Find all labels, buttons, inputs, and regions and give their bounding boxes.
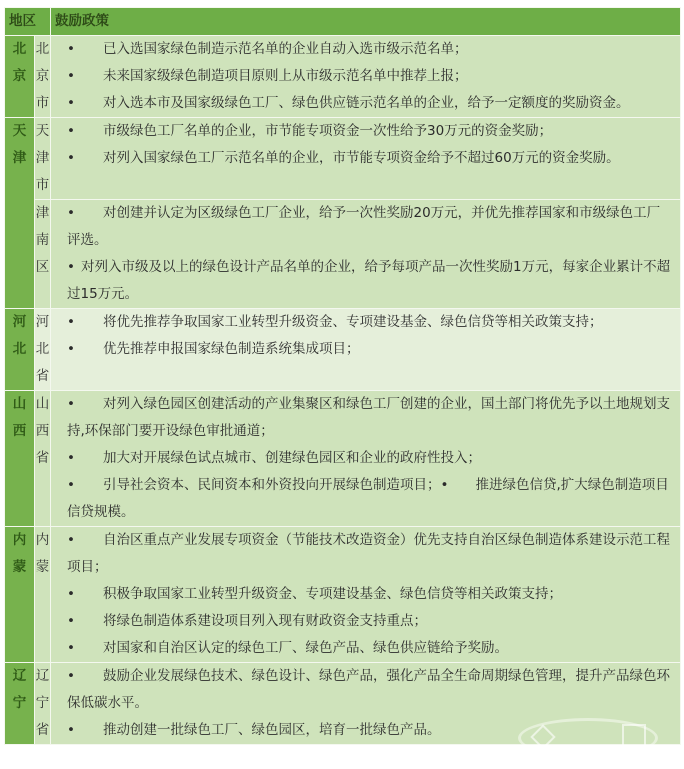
bullet-icon: • bbox=[67, 314, 75, 330]
policy-item bbox=[67, 63, 672, 90]
policy-text: 引导社会资本、民间资本和外资投向开展绿色制造项目；• 推进绿色信贷,扩大绿色制造项目信贷规模。 bbox=[67, 477, 669, 520]
policy-text: 自治区重点产业发展专项资金（节能技术改造资金）优先支持自治区绿色制造体系建设示范工程项目； bbox=[67, 532, 670, 575]
bullet-icon: • bbox=[67, 450, 75, 466]
table-row bbox=[5, 309, 681, 391]
city-cell bbox=[35, 118, 51, 200]
bullet-icon: • bbox=[67, 532, 75, 548]
city-cell bbox=[35, 200, 51, 309]
city-cell bbox=[35, 527, 51, 663]
city-cell bbox=[35, 391, 51, 527]
policy-item bbox=[67, 145, 672, 172]
policy-item bbox=[67, 527, 672, 581]
table-row bbox=[5, 118, 681, 200]
policy-text: 已入选国家绿色制造示范名单的企业自动入选市级示范名单； bbox=[103, 41, 468, 57]
city-name: 北京市 bbox=[35, 41, 50, 111]
city-name: 内蒙 bbox=[35, 532, 50, 575]
province-cell bbox=[5, 309, 35, 391]
province-name: 山西 bbox=[12, 396, 27, 439]
table-header-row bbox=[5, 8, 681, 36]
policy-text: 推动创建一批绿色工厂、绿色园区，培育一批绿色产品。 bbox=[103, 722, 441, 738]
bullet-icon: • bbox=[67, 68, 75, 84]
policy-item bbox=[67, 90, 672, 117]
policy-text: 加大对开展绿色试点城市、创建绿色园区和企业的政府性投入； bbox=[103, 450, 481, 466]
table-row bbox=[5, 663, 681, 745]
header-policy: 鼓励政策 bbox=[51, 8, 681, 36]
policy-item bbox=[67, 472, 672, 526]
policy-cell bbox=[51, 663, 681, 745]
bullet-icon: • bbox=[67, 613, 75, 629]
policy-text: 积极争取国家工业转型升级资金、专项建设基金、绿色信贷等相关政策支持； bbox=[103, 586, 562, 602]
province-name: 辽宁 bbox=[12, 668, 27, 711]
province-cell bbox=[5, 36, 35, 118]
city-cell bbox=[35, 309, 51, 391]
policy-text: 将绿色制造体系建设项目列入现有财政资金支持重点； bbox=[103, 613, 427, 629]
table-body bbox=[5, 36, 681, 745]
bullet-icon: • bbox=[67, 341, 75, 357]
policy-cell bbox=[51, 527, 681, 663]
table-row bbox=[5, 391, 681, 527]
bullet-icon: • bbox=[67, 41, 75, 57]
city-name: 津南区 bbox=[35, 205, 50, 275]
table-row bbox=[5, 200, 681, 309]
table-row bbox=[5, 527, 681, 663]
policy-item bbox=[67, 309, 672, 336]
policy-text: 优先推荐申报国家绿色制造系统集成项目； bbox=[103, 341, 360, 357]
province-name: 河北 bbox=[12, 314, 27, 357]
bullet-icon: • bbox=[67, 396, 75, 412]
policy-item bbox=[67, 200, 672, 254]
header-region: 地区 bbox=[5, 8, 51, 36]
city-name: 天津市 bbox=[35, 123, 50, 193]
policy-item bbox=[67, 254, 672, 308]
city-name: 河北省 bbox=[35, 314, 50, 384]
bullet-icon: • bbox=[67, 259, 75, 275]
province-name: 天津 bbox=[12, 123, 27, 166]
bullet-icon: • bbox=[67, 722, 75, 738]
province-cell bbox=[5, 118, 35, 309]
province-name: 北京 bbox=[12, 41, 27, 84]
policy-text: 对列入绿色园区创建活动的产业集聚区和绿色工厂创建的企业，国土部门将优先予以土地规划支持,环保部门要开设绿色审批通道； bbox=[67, 396, 670, 439]
city-cell bbox=[35, 36, 51, 118]
policy-text: 对列入国家绿色工厂示范名单的企业，市节能专项资金给予不超过60万元的资金奖励。 bbox=[103, 150, 620, 166]
green-manufacturing-policy-table bbox=[4, 7, 681, 745]
policy-item bbox=[67, 391, 672, 445]
policy-cell bbox=[51, 36, 681, 118]
bullet-icon: • bbox=[67, 205, 75, 221]
city-name: 辽宁省 bbox=[35, 668, 50, 738]
policy-item bbox=[67, 608, 672, 635]
policy-text: 对入选本市及国家级绿色工厂、绿色供应链示范名单的企业，给予一定额度的奖励资金。 bbox=[103, 95, 630, 111]
policy-text: 将优先推荐争取国家工业转型升级资金、专项建设基金、绿色信贷等相关政策支持； bbox=[103, 314, 603, 330]
policy-item bbox=[67, 635, 672, 662]
table-row bbox=[5, 36, 681, 118]
bullet-icon: • bbox=[67, 586, 75, 602]
province-cell bbox=[5, 527, 35, 663]
policy-item bbox=[67, 581, 672, 608]
policy-text: 鼓励企业发展绿色技术、绿色设计、绿色产品，强化产品全生命周期绿色管理，提升产品绿色环保低碳水平。 bbox=[67, 668, 670, 711]
policy-item bbox=[67, 36, 672, 63]
city-name: 山西省 bbox=[35, 396, 50, 466]
province-cell bbox=[5, 391, 35, 527]
bullet-icon: • bbox=[67, 477, 75, 493]
policy-text: 对创建并认定为区级绿色工厂企业，给予一次性奖励20万元，并优先推荐国家和市级绿色工厂评选。 bbox=[67, 205, 661, 248]
policy-item bbox=[67, 336, 672, 363]
policy-item bbox=[67, 663, 672, 717]
province-cell bbox=[5, 663, 35, 745]
bullet-icon: • bbox=[67, 668, 75, 684]
policy-item bbox=[67, 717, 672, 744]
bullet-icon: • bbox=[67, 123, 75, 139]
policy-cell bbox=[51, 200, 681, 309]
bullet-icon: • bbox=[67, 640, 75, 656]
policy-item bbox=[67, 118, 672, 145]
policy-text: 市级绿色工厂名单的企业，市节能专项资金一次性给予30万元的资金奖励； bbox=[103, 123, 553, 139]
bullet-icon: • bbox=[67, 150, 75, 166]
policy-cell bbox=[51, 309, 681, 391]
province-name: 内蒙 bbox=[12, 532, 27, 575]
policy-text: 对列入市级及以上的绿色设计产品名单的企业，给予每项产品一次性奖励1万元，每家企业累计不超过15万元。 bbox=[67, 259, 671, 302]
city-cell bbox=[35, 663, 51, 745]
policy-text: 未来国家级绿色制造项目原则上从市级示范名单中推荐上报； bbox=[103, 68, 468, 84]
policy-cell bbox=[51, 391, 681, 527]
policy-item bbox=[67, 445, 672, 472]
policy-cell bbox=[51, 118, 681, 200]
policy-text: 对国家和自治区认定的绿色工厂、绿色产品、绿色供应链给予奖励。 bbox=[103, 640, 508, 656]
bullet-icon: • bbox=[67, 95, 75, 111]
